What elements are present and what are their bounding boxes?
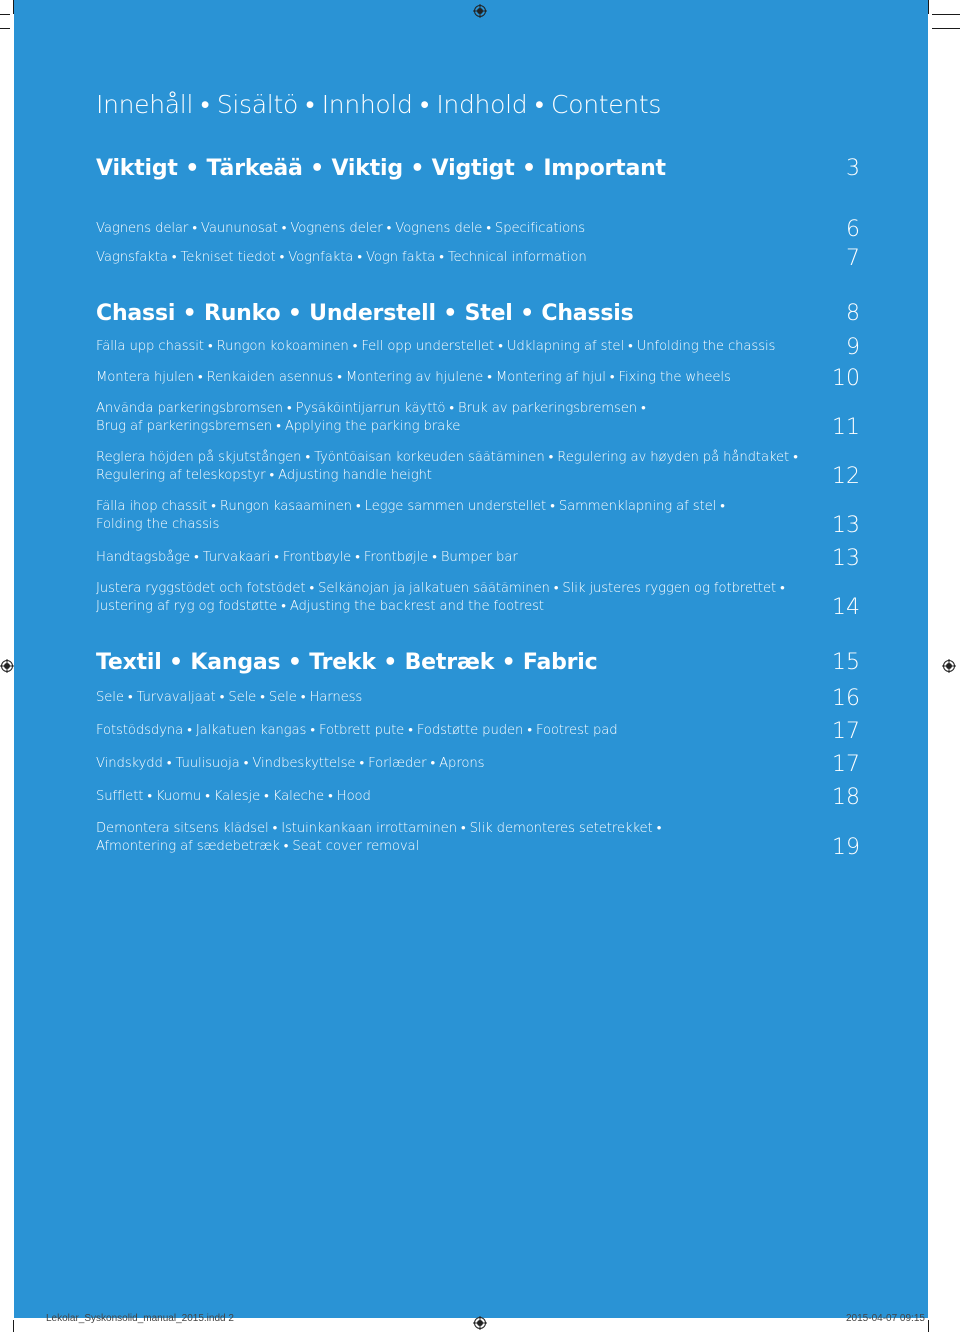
toc-entry	[96, 686, 860, 711]
toc-entry-line: Montera hjulen • Renkaiden asennus • Montering av hjulene • Montering af hjul • Fixing the wheels	[96, 370, 731, 385]
crop-mark-top-right	[928, 0, 929, 14]
toc-entry-line: Fotstödsdyna • Jalkatuen kangas • Fotbrett pute • Fodstøtte puden • Footrest pad	[96, 723, 618, 738]
registration-mark-icon	[942, 659, 956, 673]
toc-entry-line: Vindskydd • Tuulisuoja • Vindbeskyttelse • Forlæder • Aprons	[96, 756, 485, 771]
toc-page-number: 17	[832, 719, 860, 744]
toc-page-number: 7	[846, 246, 860, 271]
toc-entry	[96, 719, 860, 744]
toc-entry-line: Folding the chassis	[96, 517, 220, 532]
toc-page-number: 15	[832, 650, 860, 675]
toc-entry-text	[96, 338, 860, 356]
toc-entry-line: Använda parkeringsbromsen • Pysäköintijarrun käyttö • Bruk av parkeringsbremsen •	[96, 401, 646, 416]
toc-entry-text	[96, 220, 860, 238]
toc-entry-text	[96, 580, 860, 616]
registration-mark-icon	[473, 4, 487, 18]
toc-entry-text	[96, 788, 860, 806]
toc-entry-text	[96, 498, 860, 534]
toc-entry-line: Chassi • Runko • Understell • Stel • Chassis	[96, 301, 634, 326]
registration-mark-icon	[0, 659, 14, 673]
crop-mark-top-right-h	[932, 14, 960, 15]
crop-mark-top-left	[13, 0, 14, 14]
toc-entry	[96, 246, 860, 271]
toc-entry	[96, 752, 860, 777]
toc-entry	[96, 785, 860, 810]
toc-entry	[96, 580, 860, 620]
crop-mark-bottom-left	[13, 1320, 14, 1332]
toc-entry-text	[96, 369, 860, 387]
toc-page-number: 17	[832, 752, 860, 777]
toc-entry-line: Brug af parkeringsbremsen • Applying the parking brake	[96, 419, 461, 434]
toc-entry-line: Fälla ihop chassit • Rungon kasaaminen • Legge sammen understellet • Sammenklapning af stel •	[96, 499, 725, 514]
toc-entry-line: Regulering af teleskopstyr • Adjusting handle height	[96, 468, 432, 483]
toc-entry-line: Fälla upp chassit • Rungon kokoaminen • Fell opp understellet • Udklapning af stel • Unfolding the chassis	[96, 339, 776, 354]
slug-timestamp: 2015-04-07 09:15	[846, 1313, 925, 1324]
toc-page-number: 3	[846, 156, 860, 181]
toc-entry	[96, 498, 860, 538]
toc-page	[14, 0, 928, 1318]
toc-entry-line: Sufflett • Kuomu • Kalesje • Kaleche • Hood	[96, 789, 371, 804]
toc-page-number: 14	[832, 595, 860, 620]
toc-entry-text	[96, 449, 860, 485]
toc-entry-line: Sele • Turvavaljaat • Sele • Sele • Harness	[96, 690, 363, 705]
toc-entry-line: Vagnens delar • Vaununosat • Vognens deler • Vognens dele • Specifications	[96, 221, 586, 236]
toc-page-number: 11	[832, 415, 860, 440]
toc-entry-line: Textil • Kangas • Trekk • Betræk • Fabric	[96, 650, 598, 675]
toc-page-number: 12	[832, 464, 860, 489]
crop-mark-top-right-h2	[932, 28, 960, 29]
toc-section-heading	[96, 301, 860, 326]
toc-page-number: 13	[832, 513, 860, 538]
toc-entry-line: Viktigt • Tärkeää • Viktig • Vigtigt • Important	[96, 156, 666, 181]
toc-entry	[96, 335, 860, 360]
toc-entry-line: Demontera sitsens klädsel • Istuinkankaan irrottaminen • Slik demonteres setetrekket •	[96, 821, 662, 836]
toc-page-number: 9	[846, 335, 860, 360]
toc-entry	[96, 217, 860, 242]
toc-title: Innehåll • Sisältö • Innhold • Indhold • Contents	[96, 90, 662, 119]
toc-entry-line: Handtagsbåge • Turvakaari • Frontbøyle • Frontbøjle • Bumper bar	[96, 550, 518, 565]
toc-entry-text	[96, 689, 860, 707]
crop-mark-bottom-right	[928, 1320, 929, 1332]
toc-entry	[96, 366, 860, 391]
toc-entry-line: Vagnsfakta • Tekniset tiedot • Vognfakta • Vogn fakta • Technical information	[96, 250, 587, 265]
slug-filename: Lekolar_Syskonsolid_manual_2015.indd 2	[46, 1313, 234, 1324]
toc-section-heading	[96, 650, 860, 675]
crop-mark-top-left-h	[0, 14, 10, 15]
toc-entry-text	[96, 301, 860, 326]
toc-page-number: 10	[832, 366, 860, 391]
toc-entry-text	[96, 156, 860, 181]
toc-entry-text	[96, 549, 860, 567]
toc-entry-text	[96, 755, 860, 773]
toc-entry	[96, 820, 860, 860]
toc-section-heading	[96, 156, 860, 181]
toc-entry-text	[96, 820, 860, 856]
toc-entry-text	[96, 650, 860, 675]
toc-entry	[96, 449, 860, 489]
toc-entry-text	[96, 249, 860, 267]
toc-entry-text	[96, 722, 860, 740]
toc-page-number: 18	[832, 785, 860, 810]
toc-page-number: 19	[832, 835, 860, 860]
registration-mark-icon	[473, 1316, 487, 1330]
toc-entry-line: Reglera höjden på skjutstången • Työntöaisan korkeuden säätäminen • Regulering av høyden på håndtaket •	[96, 450, 798, 465]
toc-entry	[96, 546, 860, 571]
toc-entry	[96, 400, 860, 440]
toc-entry-text	[96, 400, 860, 436]
toc-entry-line: Justering af ryg og fodstøtte • Adjusting the backrest and the footrest	[96, 599, 544, 614]
toc-page-number: 13	[832, 546, 860, 571]
crop-mark-top-left-h2	[0, 28, 10, 29]
toc-page-number: 6	[846, 217, 860, 242]
toc-entry-line: Justera ryggstödet och fotstödet • Selkänojan ja jalkatuen säätäminen • Slik justeres ryggen og fotbrettet •	[96, 581, 785, 596]
toc-page-number: 8	[846, 301, 860, 326]
toc-page-number: 16	[832, 686, 860, 711]
toc-entry-line: Afmontering af sædebetræk • Seat cover removal	[96, 839, 420, 854]
